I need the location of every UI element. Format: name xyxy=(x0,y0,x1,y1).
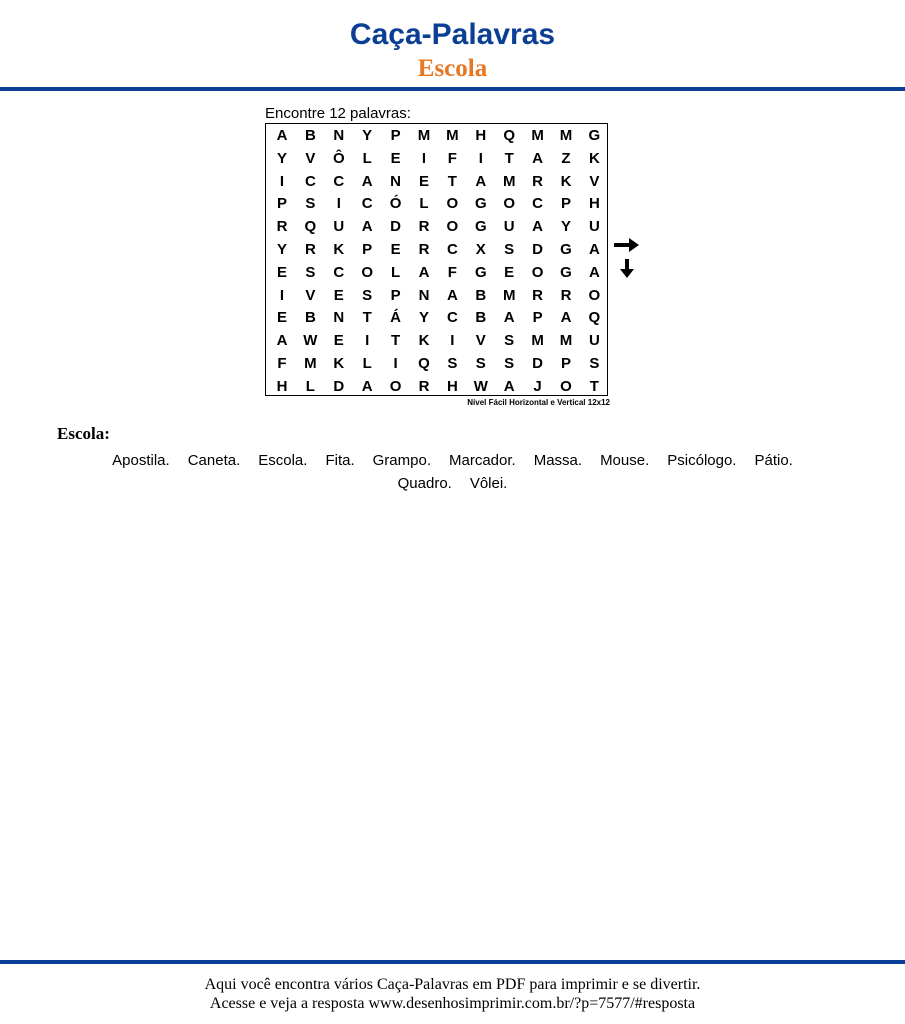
grid-letter: U xyxy=(588,218,600,236)
grid-letter: P xyxy=(560,355,571,372)
grid-letter: S xyxy=(305,263,316,281)
grid-letter: D xyxy=(532,355,544,372)
word-item: Massa. xyxy=(533,452,583,469)
grid-letter: Y xyxy=(276,149,287,167)
grid-letter: Ó xyxy=(389,195,402,213)
grid-letter: S xyxy=(305,195,316,213)
grid-letter: H xyxy=(475,127,487,144)
grid-letter: M xyxy=(531,332,544,350)
word-search-grid xyxy=(265,123,608,396)
grid-letter: K xyxy=(333,241,345,258)
grid-letter: H xyxy=(276,377,288,395)
grid-letter: O xyxy=(446,218,459,236)
grid-letter: A xyxy=(532,149,544,167)
grid-letter: T xyxy=(504,149,514,167)
grid-letter: A xyxy=(361,218,373,236)
grid-letter: I xyxy=(336,195,341,213)
grid-letter: I xyxy=(478,149,483,167)
grid-letter: A xyxy=(418,263,430,281)
grid-letter: A xyxy=(588,241,600,258)
word-item: Psicólogo. xyxy=(667,452,737,469)
grid-letter: M xyxy=(304,355,317,372)
grid-letter: E xyxy=(390,241,401,258)
grid-letter: N xyxy=(418,286,430,304)
grid-letter: G xyxy=(588,127,601,144)
grid-letter: D xyxy=(532,241,544,258)
grid-letter: R xyxy=(560,286,572,304)
grid-letter: S xyxy=(589,355,600,372)
word-item: Mouse. xyxy=(600,452,650,469)
grid-letter: A xyxy=(361,377,373,395)
grid-letter: E xyxy=(333,286,344,304)
grid-letter: A xyxy=(532,218,544,236)
grid-letter: U xyxy=(588,332,600,350)
word-item: Marcador. xyxy=(449,452,516,469)
grid-letter: M xyxy=(502,286,516,304)
grid-letter: Q xyxy=(588,309,601,327)
grid-letter: R xyxy=(532,286,544,304)
grid-letter: R xyxy=(304,241,316,258)
grid-letter: P xyxy=(390,286,401,304)
grid-letter: B xyxy=(304,309,316,327)
grid-letter: G xyxy=(474,218,487,236)
grid-letter: O xyxy=(588,286,601,304)
grid-letter: G xyxy=(560,263,572,281)
grid-letter: P xyxy=(560,195,571,213)
grid-letter: A xyxy=(560,309,572,327)
grid-letter: G xyxy=(474,263,487,281)
word-list-row xyxy=(0,451,905,471)
puzzle-instruction: Encontre 12 palavras: xyxy=(265,105,411,122)
grid-letter: I xyxy=(450,332,455,350)
grid-letter: U xyxy=(333,218,345,236)
grid-letter: A xyxy=(361,172,373,190)
grid-letter: R xyxy=(418,377,430,395)
grid-letter: N xyxy=(390,172,402,190)
grid-letter: E xyxy=(504,263,515,281)
word-item: Fita. xyxy=(325,452,355,469)
difficulty-label: Nível Fácil Horizontal e Vertical 12x12 xyxy=(467,398,610,407)
page-title: Caça-Palavras xyxy=(349,18,556,51)
word-item: Pátio. xyxy=(754,452,793,469)
grid-letter: R xyxy=(276,218,288,236)
grid-letter: C xyxy=(446,309,458,327)
grid-letter: E xyxy=(276,309,287,327)
word-item: Escola. xyxy=(258,452,308,469)
grid-letter: M xyxy=(531,127,544,144)
grid-letter: A xyxy=(276,127,288,144)
footer-line-1: Aqui você encontra vários Caça-Palavras em PDF para imprimir e se divertir. xyxy=(204,976,701,993)
grid-letter: Á xyxy=(390,309,402,327)
grid-letter: Ô xyxy=(332,149,345,167)
grid-letter: M xyxy=(446,127,459,144)
grid-letter: B xyxy=(475,286,487,304)
word-item: Apostila. xyxy=(112,452,170,469)
word-list-row xyxy=(0,474,905,494)
grid-letter: R xyxy=(532,172,544,190)
grid-letter: K xyxy=(560,172,572,190)
grid-letter: A xyxy=(503,377,515,395)
grid-letter: N xyxy=(333,309,345,327)
grid-letter: T xyxy=(447,172,457,190)
grid-letter: V xyxy=(305,286,316,304)
grid-letter: O xyxy=(531,263,544,281)
grid-letter: Y xyxy=(560,218,571,236)
grid-letter: A xyxy=(446,286,458,304)
grid-letter: C xyxy=(446,241,458,258)
grid-letter: K xyxy=(333,355,345,372)
grid-letter: L xyxy=(419,195,429,213)
top-divider xyxy=(0,87,905,91)
grid-letter: B xyxy=(304,127,316,144)
grid-letter: O xyxy=(361,263,374,281)
grid-letter: T xyxy=(362,309,372,327)
grid-letter: E xyxy=(418,172,429,190)
grid-letter: L xyxy=(362,149,372,167)
grid-letter: L xyxy=(305,377,315,395)
word-item: Quadro. xyxy=(397,475,452,492)
grid-letter: A xyxy=(475,172,487,190)
grid-letter: F xyxy=(277,355,287,372)
grid-letter: S xyxy=(504,355,515,372)
grid-letter: S xyxy=(447,355,458,372)
word-item: Vôlei. xyxy=(469,475,508,492)
grid-letter: O xyxy=(389,377,402,395)
grid-letter: H xyxy=(588,195,600,213)
grid-letter: I xyxy=(365,332,370,350)
grid-letter: P xyxy=(532,309,543,327)
grid-letter: W xyxy=(303,332,318,350)
grid-letter: I xyxy=(279,286,285,304)
grid-letter: A xyxy=(588,263,600,281)
grid-letter: B xyxy=(475,309,487,327)
grid-letter: N xyxy=(333,127,345,144)
grid-letter: F xyxy=(447,263,457,281)
grid-letter: G xyxy=(560,241,572,258)
grid-letter: Z xyxy=(561,149,571,167)
grid-letter: I xyxy=(279,172,285,190)
grid-letter: M xyxy=(417,127,431,144)
grid-letter: S xyxy=(362,286,373,304)
grid-letter: W xyxy=(473,377,488,395)
grid-letter: O xyxy=(503,195,516,213)
grid-letter: O xyxy=(446,195,459,213)
grid-letter: R xyxy=(418,218,430,236)
grid-letter: C xyxy=(333,263,345,281)
grid-letter: C xyxy=(333,172,345,190)
grid-letter: T xyxy=(391,332,401,350)
word-list-title: Escola: xyxy=(57,424,110,443)
grid-letter: V xyxy=(589,172,600,190)
page-subtitle: Escola xyxy=(417,55,488,82)
word-item: Caneta. xyxy=(187,452,241,469)
grid-letter: L xyxy=(391,263,401,281)
grid-letter: D xyxy=(333,377,345,395)
grid-letter: L xyxy=(362,355,372,372)
grid-letter: A xyxy=(276,332,288,350)
grid-letter: S xyxy=(475,355,486,372)
grid-letter: Y xyxy=(362,127,373,144)
grid-letter: E xyxy=(390,149,401,167)
word-item: Grampo. xyxy=(372,452,431,469)
grid-letter: C xyxy=(304,172,316,190)
grid-letter: E xyxy=(333,332,344,350)
grid-letter: Q xyxy=(503,127,516,144)
grid-letter: C xyxy=(532,195,544,213)
bottom-divider xyxy=(0,960,905,964)
footer-line-2: Acesse e veja a resposta www.desenhosimprimir.com.br/?p=7577/#resposta xyxy=(209,995,696,1012)
grid-letter: S xyxy=(504,332,515,350)
grid-letter: F xyxy=(447,149,457,167)
grid-letter: Y xyxy=(276,241,287,258)
arrow-down-icon xyxy=(620,259,634,279)
grid-letter: S xyxy=(504,241,515,258)
grid-letter: D xyxy=(390,218,402,236)
grid-letter: H xyxy=(446,377,458,395)
grid-letter: K xyxy=(588,149,600,167)
grid-letter: C xyxy=(361,195,373,213)
grid-letter: Y xyxy=(418,309,429,327)
grid-letter: G xyxy=(474,195,487,213)
grid-letter: X xyxy=(475,241,486,258)
grid-letter: V xyxy=(305,149,316,167)
grid-letter: Q xyxy=(418,355,430,372)
grid-letter: K xyxy=(418,332,430,350)
grid-letter: R xyxy=(418,241,430,258)
grid-letter: A xyxy=(503,309,515,327)
grid-letter: T xyxy=(589,377,599,395)
arrow-right-icon xyxy=(614,238,640,252)
grid-letter: M xyxy=(559,332,573,350)
grid-letter: I xyxy=(393,355,398,372)
grid-letter: Q xyxy=(304,218,317,236)
grid-letter: V xyxy=(475,332,486,350)
grid-letter: J xyxy=(533,377,542,395)
grid-letter: U xyxy=(503,218,515,236)
grid-letter: M xyxy=(559,127,573,144)
grid-letter: I xyxy=(421,149,427,167)
grid-letter: E xyxy=(276,263,287,281)
grid-letter: P xyxy=(362,241,373,258)
grid-letter: M xyxy=(502,172,516,190)
grid-letter: P xyxy=(276,195,287,213)
grid-letter: O xyxy=(560,377,572,395)
grid-letter: P xyxy=(390,127,401,144)
